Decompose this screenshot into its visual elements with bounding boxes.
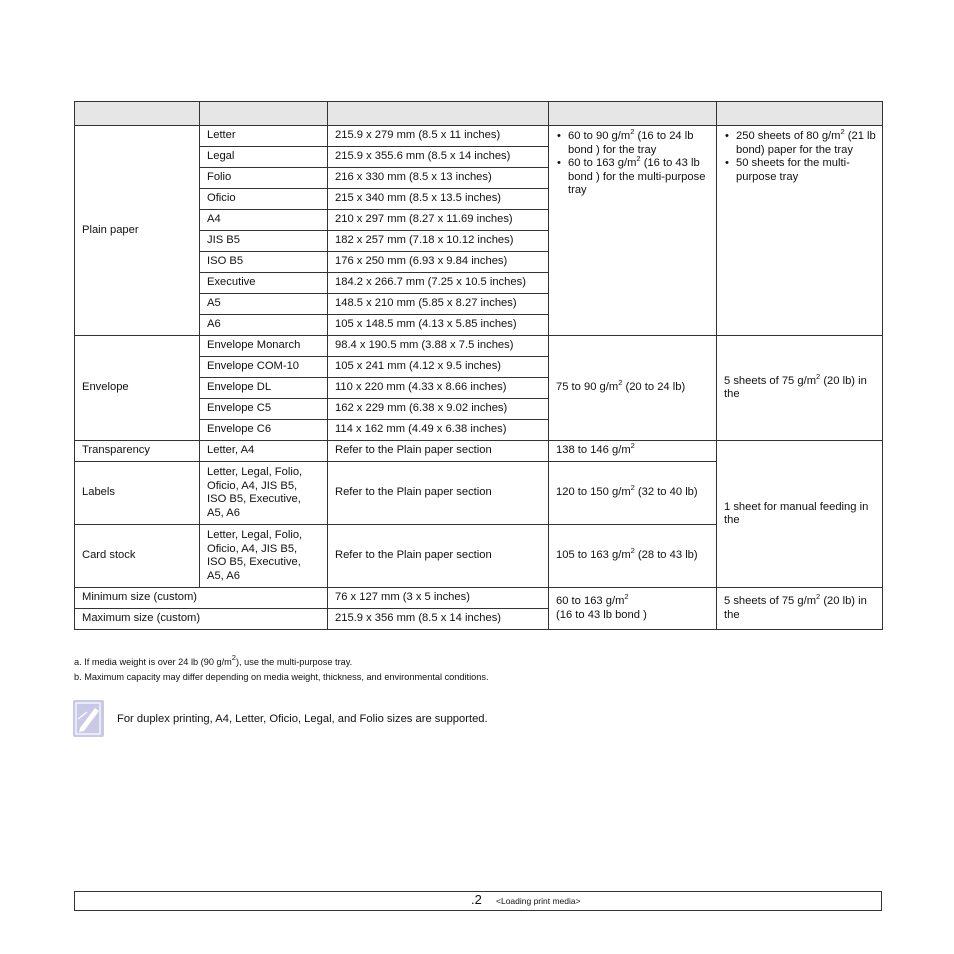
- dims-cell: Refer to the Plain paper section: [328, 462, 549, 525]
- dims-cell: 114 x 162 mm (4.49 x 6.38 inches): [328, 420, 549, 441]
- type-labels: Labels: [75, 462, 200, 525]
- dims-cell: 105 x 241 mm (4.12 x 9.5 inches): [328, 357, 549, 378]
- footnote-a: a. If media weight is over 24 lb (90 $g/m^2$), use the multi-purpose tray.: [74, 653, 353, 667]
- dims-cell: 215.9 x 279 mm (8.5 x 11 inches): [328, 126, 549, 147]
- dims-cell: 210 x 297 mm (8.27 x 11.69 inches): [328, 210, 549, 231]
- dims-cell: 215.9 x 355.6 mm (8.5 x 14 inches): [328, 147, 549, 168]
- size-cell: Legal: [200, 147, 328, 168]
- dims-cell: 176 x 250 mm (6.93 x 9.84 inches): [328, 252, 549, 273]
- dims-cell: 182 x 257 mm (7.18 x 10.12 inches): [328, 231, 549, 252]
- size-cell: JIS B5: [200, 231, 328, 252]
- list-item: • 50 sheets for the multi-purpose tray: [736, 157, 876, 184]
- list-item: • 60 to 90 $g/m^2$ (16 to 24 lb bond ) for the tray: [568, 130, 710, 157]
- dims-cell: 110 x 220 mm (4.33 x 8.66 inches): [328, 378, 549, 399]
- table-row: [75, 588, 883, 609]
- size-cell: Envelope C5: [200, 399, 328, 420]
- size-cell: Envelope C6: [200, 420, 328, 441]
- dims-cell: 105 x 148.5 mm (4.13 x 5.85 inches): [328, 315, 549, 336]
- media-spec-table: [74, 101, 883, 630]
- custom-max-label: Maximum size (custom): [75, 609, 328, 630]
- size-cell: A6: [200, 315, 328, 336]
- weight-envelope: 75 to 90 $g/m^2$ (20 to 24 lb): [549, 336, 717, 441]
- header-capacity: [717, 102, 883, 126]
- note-text: For duplex printing, A4, Letter, Oficio, Legal, and Folio sizes are supported.: [117, 713, 488, 725]
- weight-plain-paper: [549, 126, 717, 336]
- dims-cell: Refer to the Plain paper section: [328, 525, 549, 588]
- dims-cell: 215.9 x 356 mm (8.5 x 14 inches): [328, 609, 549, 630]
- weight-labels: 120 to 150 $g/m^2$ (32 to 40 lb): [549, 462, 717, 525]
- dims-cell: 162 x 229 mm (6.38 x 9.02 inches): [328, 399, 549, 420]
- table-header-row: [75, 102, 883, 126]
- footnote-b: b. Maximum capacity may differ depending on media weight, thickness, and environmental conditions.: [74, 672, 489, 682]
- header-type: [75, 102, 200, 126]
- dims-cell: 216 x 330 mm (8.5 x 13 inches): [328, 168, 549, 189]
- size-cell: Oficio: [200, 189, 328, 210]
- header-size: [200, 102, 328, 126]
- size-cell: Letter: [200, 126, 328, 147]
- size-cell: Letter, A4: [200, 441, 328, 462]
- weight-transparency: 138 to 146 $g/m^2$: [549, 441, 717, 462]
- table-row: [75, 126, 883, 147]
- capacity-special: 1 sheet for manual feeding in the: [717, 441, 883, 588]
- size-cell: ISO B5: [200, 252, 328, 273]
- weight-custom: 60 to 163 $g/m^2$ (16 to 43 lb bond ): [549, 588, 717, 630]
- table-row: [75, 441, 883, 462]
- custom-min-label: Minimum size (custom): [75, 588, 328, 609]
- header-dimensions: [328, 102, 549, 126]
- type-envelope: Envelope: [75, 336, 200, 441]
- size-cell: Envelope Monarch: [200, 336, 328, 357]
- page-number: .2: [471, 892, 482, 907]
- chapter-title: <Loading print media>: [496, 896, 581, 906]
- dims-cell: 184.2 x 266.7 mm (7.25 x 10.5 inches): [328, 273, 549, 294]
- list-item: • 250 sheets of 80 $g/m^2$ (21 lb bond) paper for the tray: [736, 130, 876, 157]
- size-cell: Letter, Legal, Folio, Oficio, A4, JIS B5, ISO B5, Executive, A5, A6: [200, 462, 328, 525]
- type-plain-paper: Plain paper: [75, 126, 200, 336]
- dims-cell: 76 x 127 mm (3 x 5 inches): [328, 588, 549, 609]
- size-cell: Folio: [200, 168, 328, 189]
- weight-card-stock: 105 to 163 $g/m^2$ (28 to 43 lb): [549, 525, 717, 588]
- header-weight: [549, 102, 717, 126]
- size-cell: Executive: [200, 273, 328, 294]
- table-row: [75, 336, 883, 357]
- list-item: • 60 to 163 $g/m^2$ (16 to 43 lb bond ) for the multi-purpose tray: [568, 157, 710, 198]
- dims-cell: 98.4 x 190.5 mm (3.88 x 7.5 inches): [328, 336, 549, 357]
- capacity-custom: 5 sheets of 75 $g/m^2$ (20 lb) in the: [717, 588, 883, 630]
- type-card-stock: Card stock: [75, 525, 200, 588]
- dims-cell: Refer to the Plain paper section: [328, 441, 549, 462]
- size-cell: Envelope DL: [200, 378, 328, 399]
- capacity-envelope: 5 sheets of 75 $g/m^2$ (20 lb) in the: [717, 336, 883, 441]
- size-cell: A5: [200, 294, 328, 315]
- note-pencil-icon: [73, 700, 105, 738]
- type-transparency: Transparency: [75, 441, 200, 462]
- size-cell: Letter, Legal, Folio, Oficio, A4, JIS B5, ISO B5, Executive, A5, A6: [200, 525, 328, 588]
- capacity-plain-paper: [717, 126, 883, 336]
- dims-cell: 215 x 340 mm (8.5 x 13.5 inches): [328, 189, 549, 210]
- dims-cell: 148.5 x 210 mm (5.85 x 8.27 inches): [328, 294, 549, 315]
- size-cell: A4: [200, 210, 328, 231]
- size-cell: Envelope COM-10: [200, 357, 328, 378]
